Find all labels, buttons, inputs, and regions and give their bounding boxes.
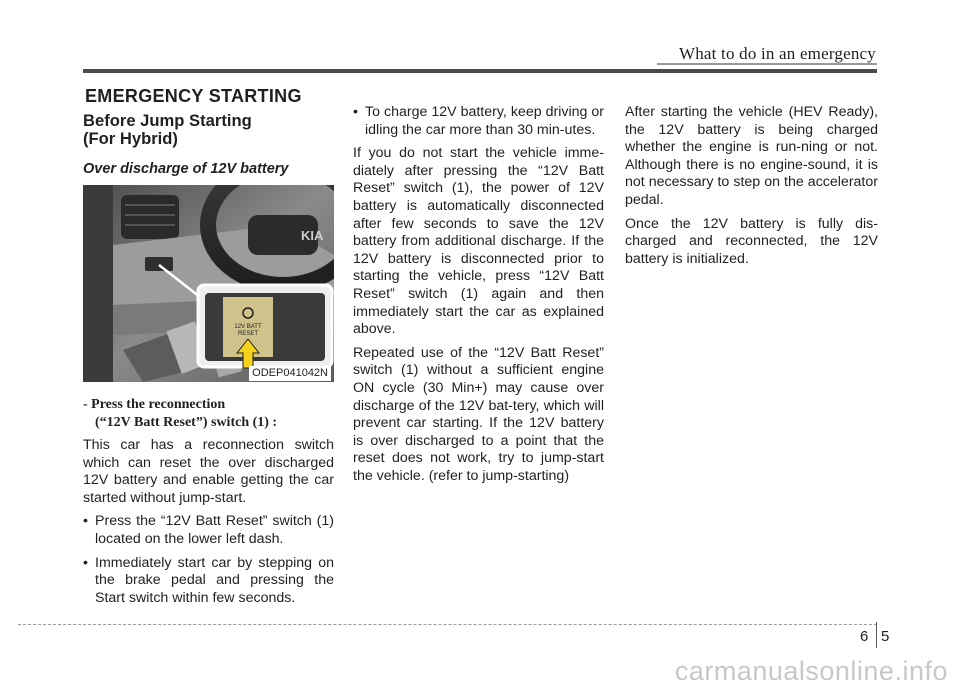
switch-label-2: RESET — [237, 331, 259, 337]
section-title: EMERGENCY STARTING — [85, 86, 302, 106]
heading-before-jump-starting — [83, 112, 334, 148]
instruction-line-1: - Press the reconnection — [83, 397, 226, 412]
column-1 — [83, 112, 334, 613]
chapter-title: What to do in an emergency — [678, 44, 876, 63]
intro-paragraph: This car has a reconnection switch which can reset the over discharged 12V battery and enable getting the car started without jump-start. — [83, 437, 334, 506]
col2-paragraph-2: Repeated use of the “12V Batt Reset” switch (1) without a sufficient engine ON cycle (30 Min+) may cause over discharge of the 12V bat-tery, which will prevent car starting. If the 12V battery is over discharged to a point that the reset does not work, try to jump-start the vehicle. (refer to jump-starting) — [353, 344, 604, 484]
column-3 — [625, 104, 878, 274]
bullet-item: • Immediately start car by stepping on the brake pedal and pressing the Start switch within few seconds. — [83, 555, 334, 608]
heading-line-2: (For Hybrid) — [83, 129, 178, 148]
col2-paragraph-1: If you do not start the vehicle imme-diately after pressing the “12V Batt Reset” switch (1), the power of 12V battery is automatically disconnected after few seconds to save the 12V battery from additional discharge. If the 12V battery is disconnected prior to starting the vehicle, press “12V Batt Reset” switch (1) again and then immediately start the car as explained above. — [353, 145, 604, 338]
switch-label-1: 12V BATT — [234, 324, 262, 330]
instruction-heading — [83, 396, 334, 431]
subheading-over-discharge: Over discharge of 12V battery — [83, 161, 289, 177]
dashboard-illustration — [83, 185, 334, 382]
col1-bullet-list — [83, 513, 334, 607]
column-2 — [353, 104, 604, 491]
watermark: carmanualsonline.info — [674, 656, 948, 686]
bullet-item: • Press the “12V Batt Reset” switch (1) located on the lower left dash. — [83, 513, 334, 548]
col2-bullet-list — [353, 104, 604, 139]
dashboard-photo — [83, 185, 334, 382]
instruction-line-2: (“12V Batt Reset”) switch (1) : — [95, 414, 278, 430]
footer-rule — [18, 624, 877, 626]
page-number-divider — [876, 622, 877, 648]
chapter-number: 6 — [860, 628, 869, 645]
bullet-item: • To charge 12V battery, keep driving or idling the car more than 30 min-utes. — [353, 104, 604, 139]
col3-paragraph-1: After starting the vehicle (HEV Ready), the 12V battery is being charged whether the engine is run-ning or not. Although there is no engine-sound, it is not necessary to step on the accelerator pedal. — [625, 104, 878, 208]
header-rule — [83, 69, 877, 73]
heading-line-1: Before Jump Starting — [83, 111, 252, 130]
svg-text:KIA: KIA — [301, 228, 324, 243]
page-number: 5 — [881, 628, 890, 645]
col3-paragraph-2: Once the 12V battery is fully dis-charged and reconnected, the 12V battery is initialized. — [625, 215, 878, 267]
photo-caption: ODEP041042N — [249, 366, 331, 381]
